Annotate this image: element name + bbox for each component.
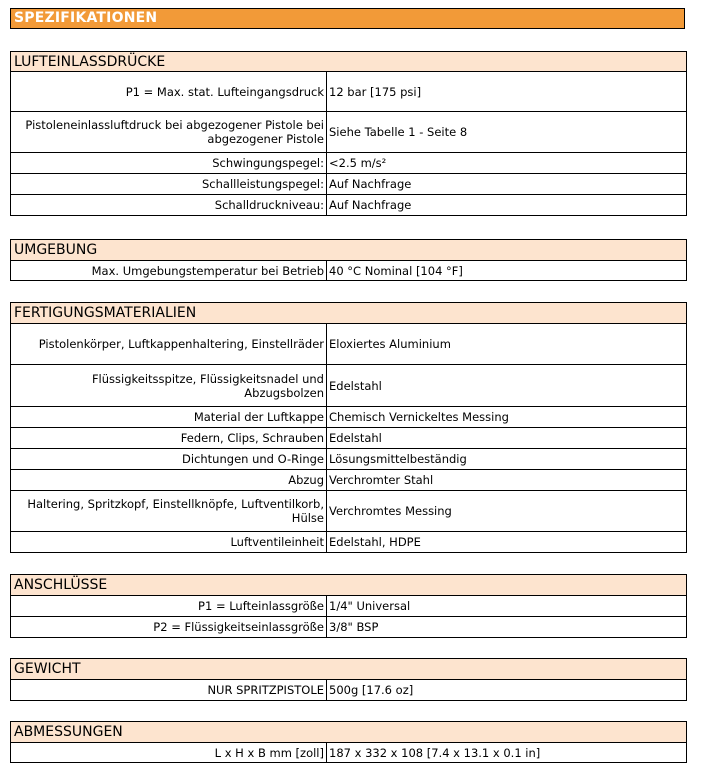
table-row [11, 680, 687, 701]
table-row [11, 153, 687, 174]
table-row [11, 261, 687, 281]
row-value: Edelstahl [327, 428, 687, 449]
row-label: Pistoleneinlassluftdruck bei abgezogener Pistole bei abgezogener Pistole [11, 112, 327, 153]
table-row [11, 532, 687, 553]
row-value: 1/4" Universal [327, 596, 687, 617]
row-label: Schallleistungspegel: [11, 174, 327, 195]
table-row [11, 195, 687, 216]
row-label: Federn, Clips, Schrauben [11, 428, 327, 449]
section-heading: UMGEBUNG [11, 240, 687, 261]
row-label: Luftventileinheit [11, 532, 327, 553]
row-value: Verchromtes Messing [327, 491, 687, 532]
row-value: 3/8" BSP [327, 617, 687, 638]
row-value: 500g [17.6 oz] [327, 680, 687, 701]
section-heading: ABMESSUNGEN [11, 722, 687, 743]
section-gewicht [10, 658, 687, 701]
table-row [11, 743, 687, 763]
row-label: Dichtungen und O-Ringe [11, 449, 327, 470]
table-row [11, 449, 687, 470]
table-row [11, 596, 687, 617]
section-abmessungen [10, 721, 687, 763]
row-label: Schwingungspegel: [11, 153, 327, 174]
row-value: Siehe Tabelle 1 - Seite 8 [327, 112, 687, 153]
table-row [11, 470, 687, 491]
row-label: Haltering, Spritzkopf, Einstellknöpfe, Luftventilkorb, Hülse [11, 491, 327, 532]
table-row [11, 617, 687, 638]
row-label: Max. Umgebungstemperatur bei Betrieb [11, 261, 327, 281]
table-row [11, 112, 687, 153]
section-umgebung [10, 239, 687, 281]
section-heading: GEWICHT [11, 659, 687, 680]
row-label: P2 = Flüssigkeitseinlassgröße [11, 617, 327, 638]
row-value: Chemisch Vernickeltes Messing [327, 407, 687, 428]
section-heading: FERTIGUNGSMATERIALIEN [11, 303, 687, 324]
section-lufteinlassdruecke [10, 51, 687, 216]
row-label: Flüssigkeitsspitze, Flüssigkeitsnadel und Abzugsbolzen [11, 365, 327, 407]
section-heading: LUFTEINLASSDRÜCKE [11, 52, 687, 72]
page-title: SPEZIFIKATIONEN [10, 8, 685, 29]
section-fertigungsmaterialien [10, 302, 687, 553]
row-label: P1 = Max. stat. Lufteingangsdruck [11, 72, 327, 112]
row-value: Auf Nachfrage [327, 195, 687, 216]
row-value: 187 x 332 x 108 [7.4 x 13.1 x 0.1 in] [327, 743, 687, 763]
row-value: Edelstahl [327, 365, 687, 407]
table-row [11, 428, 687, 449]
row-value: Eloxiertes Aluminium [327, 324, 687, 365]
section-heading: ANSCHLÜSSE [11, 575, 687, 596]
row-label: NUR SPRITZPISTOLE [11, 680, 327, 701]
row-label: Material der Luftkappe [11, 407, 327, 428]
table-row [11, 72, 687, 112]
table-row [11, 407, 687, 428]
row-value: Auf Nachfrage [327, 174, 687, 195]
row-value: Verchromter Stahl [327, 470, 687, 491]
row-label: L x H x B mm [zoll] [11, 743, 327, 763]
row-label: Pistolenkörper, Luftkappenhaltering, Einstellräder [11, 324, 327, 365]
row-value: 12 bar [175 psi] [327, 72, 687, 112]
row-label: Schalldruckniveau: [11, 195, 327, 216]
row-value: Lösungsmittelbeständig [327, 449, 687, 470]
row-value: <2.5 m/s² [327, 153, 687, 174]
row-label: Abzug [11, 470, 327, 491]
table-row [11, 324, 687, 365]
table-row [11, 174, 687, 195]
row-label: P1 = Lufteinlassgröße [11, 596, 327, 617]
row-value: 40 °C Nominal [104 °F] [327, 261, 687, 281]
table-row [11, 491, 687, 532]
table-row [11, 365, 687, 407]
row-value: Edelstahl, HDPE [327, 532, 687, 553]
section-anschluesse [10, 574, 687, 638]
